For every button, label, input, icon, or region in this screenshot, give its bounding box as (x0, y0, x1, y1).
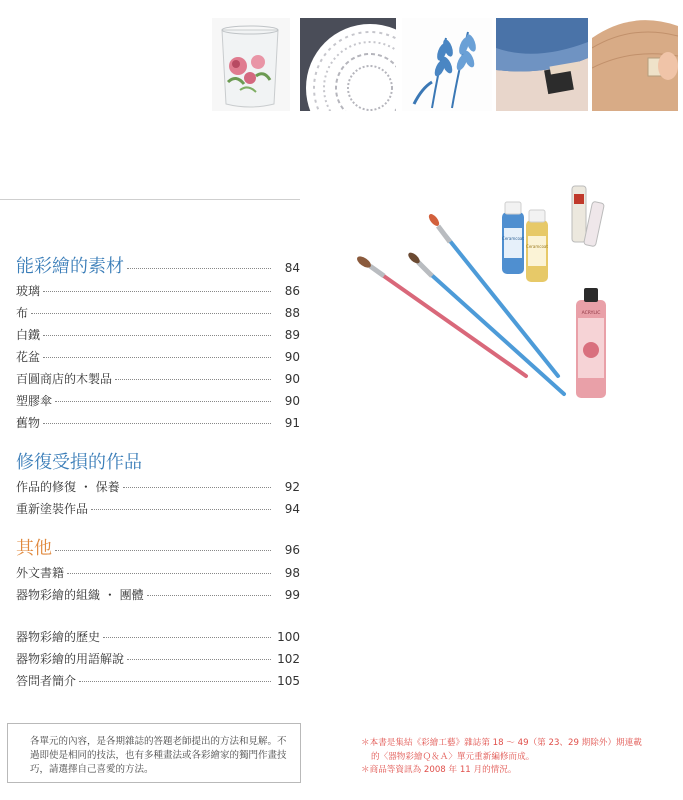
brushes-and-paints-photo (350, 180, 620, 405)
leader-dots (127, 268, 271, 269)
leader-dots (55, 550, 271, 551)
section-divider (0, 199, 300, 200)
entry-label: 白鐵 (16, 328, 41, 342)
toc-entry (16, 414, 300, 431)
lace-doily-photo (300, 18, 396, 111)
toc-entry (16, 650, 300, 667)
footnotes (361, 737, 661, 778)
toc-entry (16, 478, 300, 495)
note-box (7, 723, 301, 783)
leader-dots (103, 637, 271, 638)
page-number: 90 (284, 372, 300, 386)
toc-entry (16, 564, 300, 581)
paint-bottle-blue (502, 202, 524, 274)
entry-label: 花盆 (16, 350, 41, 364)
entry-label: 舊物 (16, 416, 41, 430)
leader-dots (55, 401, 271, 402)
painted-glass-cup-photo (212, 18, 290, 111)
page-number: 99 (284, 588, 300, 602)
footnote-line: ＊本書是集結《彩繪工藝》雜誌第 18 ～ 49（第 23、29 期除外）期連載 (361, 738, 642, 748)
toc-entry (16, 370, 300, 387)
page-number: 91 (284, 416, 300, 430)
entry-label: 玻璃 (16, 284, 41, 298)
leader-dots (147, 595, 271, 596)
entry-label: 器物彩繪的用語解說 (16, 652, 125, 666)
page-number: 105 (277, 674, 300, 688)
photo-strip (212, 18, 678, 111)
leader-dots (91, 509, 271, 510)
section-title: 其他 (16, 538, 52, 559)
entry-label: 百圓商店的木製品 (16, 372, 113, 386)
leader-dots (127, 659, 271, 660)
leader-dots (43, 423, 271, 424)
toc-entry (16, 326, 300, 343)
note-line: 巧，請選擇自己喜愛的方法。 (30, 764, 154, 775)
toc-entry (16, 282, 300, 299)
leader-dots (43, 357, 271, 358)
footnote-line: 的〈器物彩繪Ｑ＆Ａ〉單元重新編修而成。 (371, 751, 535, 762)
sponge-painting-photo (496, 18, 588, 111)
entry-label: 塑膠傘 (16, 394, 53, 408)
section-heading (16, 448, 300, 474)
paint-tubes (572, 186, 604, 247)
entry-label: 作品的修復 ・ 保養 (16, 480, 120, 494)
page-number: 98 (284, 566, 300, 580)
paint-bottle-pink (576, 288, 606, 398)
leader-dots (43, 291, 271, 292)
toc-entry (16, 304, 300, 321)
leader-dots (115, 379, 271, 380)
page-number: 84 (284, 261, 300, 275)
wheat-painting-photo (402, 18, 492, 111)
section-title: 能彩繪的素材 (16, 256, 124, 277)
page-number: 90 (284, 350, 300, 364)
leader-dots (67, 573, 271, 574)
bottle-label: Ceramcoat (526, 244, 548, 249)
entry-label: 器物彩繪的歷史 (16, 630, 101, 644)
bottle-label: ACRYLIC (581, 311, 601, 316)
section-title: 修復受損的作品 (16, 452, 142, 473)
entry-label: 布 (16, 306, 29, 320)
entry-label: 重新塗裝作品 (16, 502, 89, 516)
toc-entry (16, 348, 300, 365)
entry-label: 外文書籍 (16, 566, 65, 580)
page-number: 100 (277, 630, 300, 644)
leader-dots (123, 487, 271, 488)
wood-sanding-photo (592, 18, 678, 111)
section-heading (16, 534, 300, 560)
leader-dots (43, 335, 271, 336)
page-number: 86 (284, 284, 300, 298)
bottle-label: Ceramcoat (502, 236, 524, 241)
page-number: 102 (277, 652, 300, 666)
footnote-line: ＊商品等資訊為 2008 年 11 月的情況。 (361, 765, 517, 775)
toc-entry (16, 672, 300, 689)
page-number: 96 (284, 543, 300, 557)
toc-entry (16, 586, 300, 603)
toc-entry (16, 628, 300, 645)
page-number: 88 (284, 306, 300, 320)
note-line: 過即使是相同的技法，也有多種畫法或各彩繪家的獨門作畫技 (30, 750, 287, 761)
page-number: 94 (284, 502, 300, 516)
paintbrush-pink (355, 254, 526, 376)
toc-entry (16, 392, 300, 409)
leader-dots (79, 681, 271, 682)
section-heading (16, 252, 300, 278)
note-line: 各單元的內容，是各期雜誌的答題老師提出的方法和見解。不 (30, 736, 287, 747)
toc-entry (16, 500, 300, 517)
paint-bottle-yellow (526, 210, 548, 282)
leader-dots (31, 313, 271, 314)
page-number: 89 (284, 328, 300, 342)
page-number: 92 (284, 480, 300, 494)
entry-label: 器物彩繪的組織 ・ 團體 (16, 588, 144, 602)
page-number: 90 (284, 394, 300, 408)
entry-label: 答問者簡介 (16, 674, 77, 688)
